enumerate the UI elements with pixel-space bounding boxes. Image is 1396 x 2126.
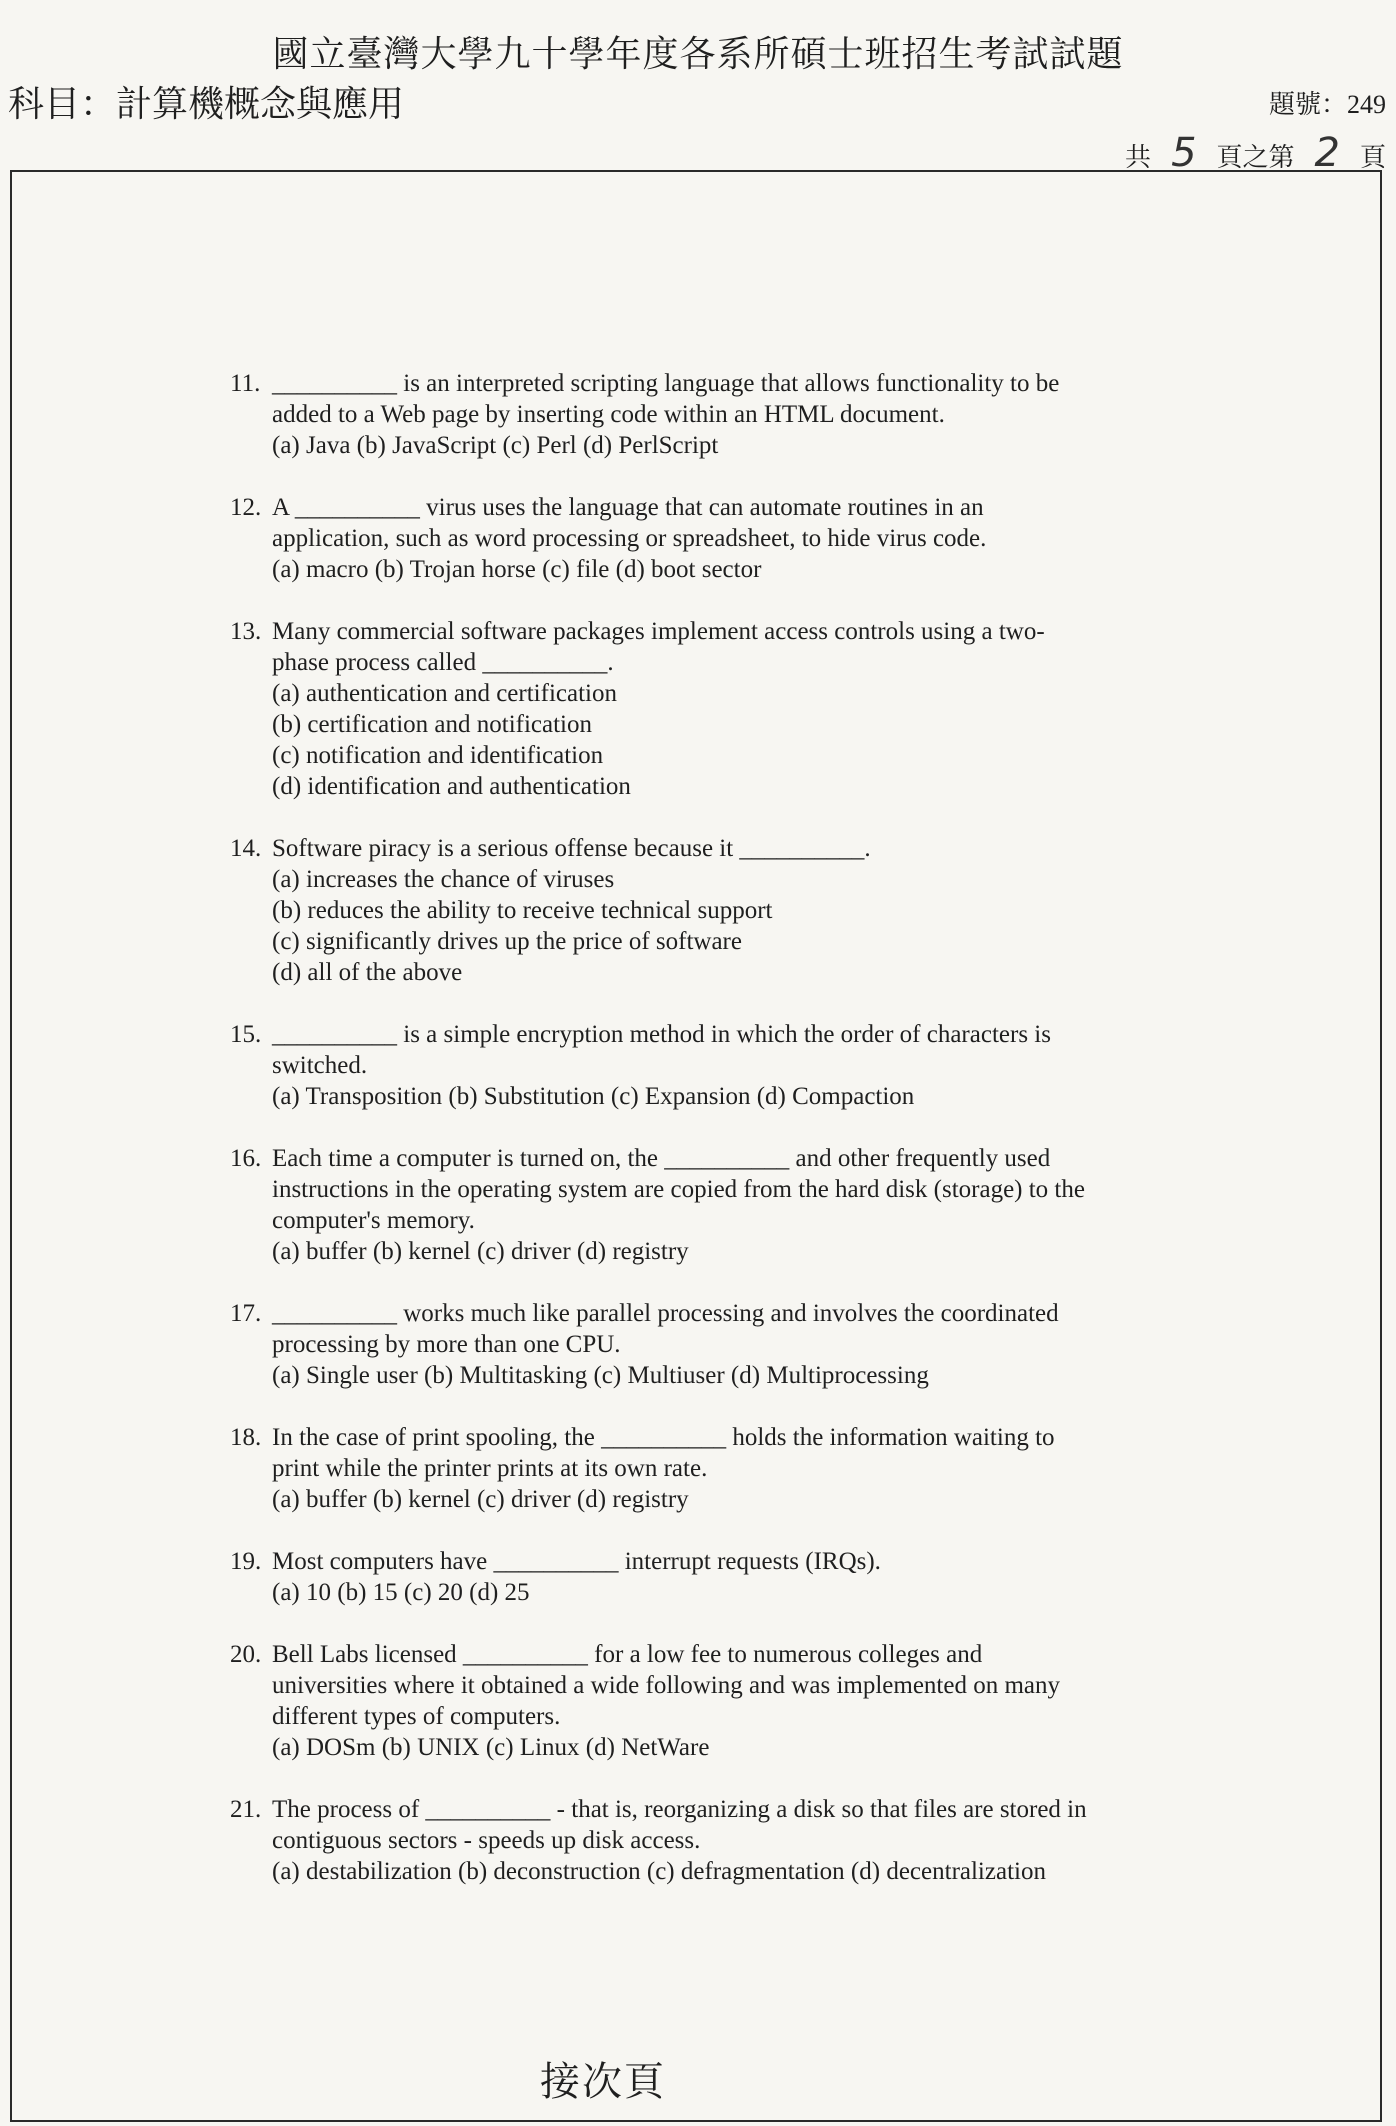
question-text: Each time a computer is turned on, the __________ and other frequently used — [272, 1145, 1051, 1172]
question-item — [230, 368, 1180, 461]
question-item — [230, 1546, 1180, 1608]
answer-options: (c) notification and identification — [272, 742, 604, 769]
question-number: 14. — [230, 835, 262, 862]
question-text: Software piracy is a serious offense because it __________. — [272, 835, 871, 862]
answer-options: (a) authentication and certification — [272, 680, 617, 707]
question-text: switched. — [272, 1052, 368, 1079]
question-item — [230, 1422, 1180, 1515]
exam-number: 題號：249 — [1268, 90, 1386, 119]
continued-note: 接次頁 — [540, 2059, 666, 2105]
question-text: In the case of print spooling, the __________ holds the information waiting to — [272, 1424, 1055, 1451]
question-text: print while the printer prints at its own rate. — [272, 1455, 708, 1482]
question-text: Bell Labs licensed __________ for a low fee to numerous colleges and — [272, 1641, 983, 1668]
question-text: different types of computers. — [272, 1703, 561, 1730]
question-text: __________ is an interpreted scripting language that allows functionality to be — [272, 370, 1060, 397]
question-text: universities where it obtained a wide following and was implemented on many — [272, 1672, 1061, 1699]
question-text: processing by more than one CPU. — [272, 1331, 621, 1358]
question-text: Most computers have __________ interrupt requests (IRQs). — [272, 1548, 881, 1575]
answer-options: (d) all of the above — [272, 959, 463, 986]
answer-options: (b) certification and notification — [272, 711, 593, 738]
question-number: 11. — [230, 370, 261, 397]
answer-options: (a) buffer (b) kernel (c) driver (d) registry — [272, 1486, 689, 1513]
answer-options: (a) Java (b) JavaScript (c) Perl (d) PerlScript — [272, 432, 719, 459]
question-text: __________ works much like parallel processing and involves the coordinated — [272, 1300, 1059, 1327]
page-suffix: 頁 — [1359, 143, 1386, 172]
question-text: __________ is a simple encryption method in which the order of characters is — [272, 1021, 1051, 1048]
answer-options: (a) increases the chance of viruses — [272, 866, 615, 893]
question-item — [230, 833, 1180, 988]
page-middle: 頁之第 — [1216, 143, 1295, 172]
question-number: 15. — [230, 1021, 262, 1048]
answer-options: (a) destabilization (b) deconstruction (c) defragmentation (d) decentralization — [272, 1858, 1046, 1885]
question-number: 18. — [230, 1424, 262, 1451]
question-text: The process of __________ - that is, reorganizing a disk so that files are stored in — [272, 1796, 1087, 1823]
total-pages: 5 — [1171, 130, 1197, 176]
question-text: Many commercial software packages implement access controls using a two- — [272, 618, 1045, 645]
exam-title: 國立臺灣大學九十學年度各系所碩士班招生考試試題 — [272, 34, 1124, 75]
current-page: 2 — [1314, 130, 1340, 176]
question-list — [230, 368, 1180, 1918]
question-number: 17. — [230, 1300, 262, 1327]
question-text: computer's memory. — [272, 1207, 475, 1234]
answer-options: (a) 10 (b) 15 (c) 20 (d) 25 — [272, 1579, 530, 1606]
question-item — [230, 1298, 1180, 1391]
question-number: 16. — [230, 1145, 262, 1172]
question-text: application, such as word processing or spreadsheet, to hide virus code. — [272, 525, 987, 552]
question-item — [230, 1794, 1180, 1887]
question-item — [230, 1143, 1180, 1267]
question-item — [230, 1019, 1180, 1112]
question-text: added to a Web page by inserting code within an HTML document. — [272, 401, 945, 428]
answer-options: (a) DOSm (b) UNIX (c) Linux (d) NetWare — [272, 1734, 710, 1761]
answer-options: (a) buffer (b) kernel (c) driver (d) registry — [272, 1238, 689, 1265]
answer-options: (a) macro (b) Trojan horse (c) file (d) boot sector — [272, 556, 762, 583]
answer-options: (a) Transposition (b) Substitution (c) Expansion (d) Compaction — [272, 1083, 915, 1110]
question-text: contiguous sectors - speeds up disk access. — [272, 1827, 701, 1854]
question-number: 12. — [230, 494, 262, 521]
question-text: A __________ virus uses the language that can automate routines in an — [272, 494, 984, 521]
page-prefix: 共 — [1125, 143, 1152, 172]
answer-options: (b) reduces the ability to receive technical support — [272, 897, 773, 924]
question-number: 19. — [230, 1548, 262, 1575]
question-number: 20. — [230, 1641, 262, 1668]
question-text: instructions in the operating system are copied from the hard disk (storage) to the — [272, 1176, 1085, 1203]
question-number: 21. — [230, 1796, 262, 1823]
question-number: 13. — [230, 618, 262, 645]
question-text: phase process called __________. — [272, 649, 614, 676]
answer-options: (a) Single user (b) Multitasking (c) Multiuser (d) Multiprocessing — [272, 1362, 929, 1389]
question-item — [230, 1639, 1180, 1763]
subject-label: 科目：計算機概念與應用 — [8, 84, 405, 125]
question-item — [230, 616, 1180, 802]
question-item — [230, 492, 1180, 585]
answer-options: (c) significantly drives up the price of software — [272, 928, 742, 955]
answer-options: (d) identification and authentication — [272, 773, 631, 800]
